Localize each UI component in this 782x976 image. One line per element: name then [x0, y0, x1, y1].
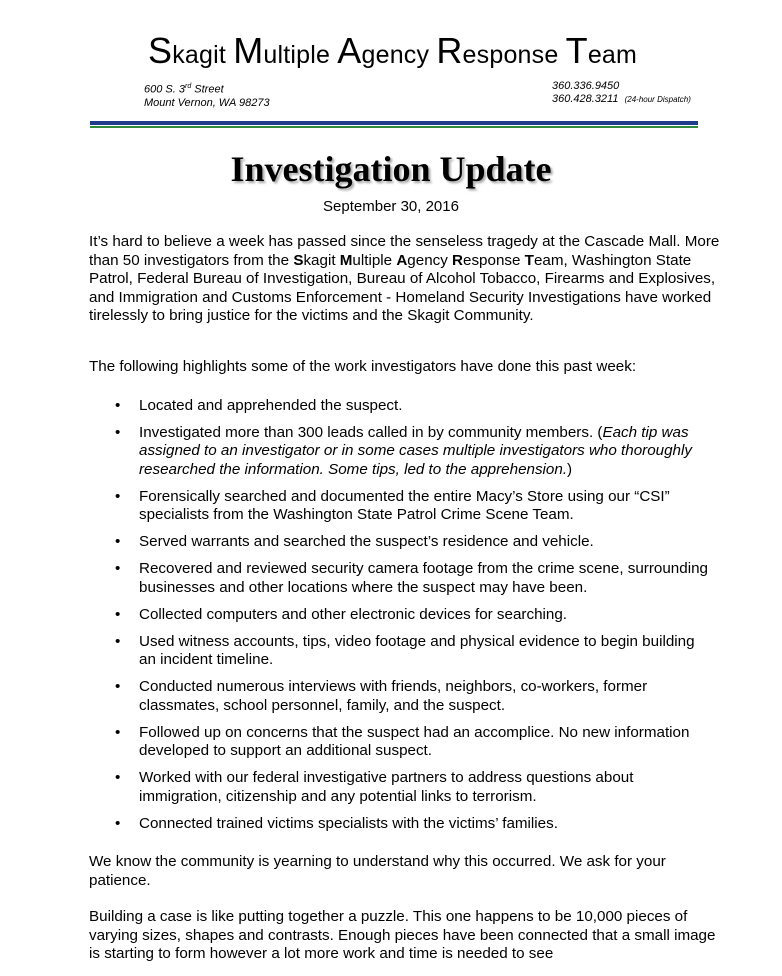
address-street-number: 600 S. 3 — [144, 83, 185, 96]
letterhead-rule-green — [90, 126, 698, 128]
document-date: September 30, 2016 — [323, 198, 459, 215]
title-initial: A — [337, 30, 362, 71]
title-word: kagit — [172, 41, 234, 69]
bullet-icon: • — [115, 533, 121, 550]
list-item — [89, 424, 709, 480]
list-item — [89, 724, 709, 761]
text-run: esponse — [463, 251, 525, 269]
letterhead-phones — [552, 80, 691, 106]
list-item-text: Followed up on concerns that the suspect had an accomplice. No new information developed to support an additional suspect. — [139, 723, 690, 759]
address-line-1 — [144, 80, 270, 97]
text-run: kagit — [303, 251, 340, 269]
list-item-text: Forensically searched and documented the entire Macy’s Store using our “CSI” specialists from the Washington State Patrol Crime Scene Team. — [139, 487, 670, 523]
bullet-icon: • — [115, 423, 121, 441]
title-initial: S — [148, 30, 173, 71]
puzzle-paragraph: Building a case is like putting together a puzzle. This one happens to be 10,000 pieces of varying sizes, shapes and contrasts. Enough pieces have been connected that a small image is starting to form however a lot more work and time is needed to see — [89, 908, 716, 962]
phone-dispatch-line — [552, 93, 691, 106]
phone-main: 360.336.9450 — [552, 80, 620, 92]
phone-dispatch-note: (24-hour Dispatch) — [624, 95, 691, 104]
bullet-icon: • — [115, 605, 121, 623]
list-item — [89, 769, 709, 806]
list-item — [89, 606, 709, 625]
bold-initial: M — [339, 251, 353, 269]
title-word: gency — [361, 41, 437, 69]
list-item — [89, 633, 709, 670]
bullet-icon: • — [115, 397, 121, 414]
title-initial: T — [565, 30, 588, 71]
address-line-2: Mount Vernon, WA 98273 — [144, 96, 270, 109]
letterhead-title — [148, 30, 668, 72]
address-street-name: Street — [191, 83, 224, 96]
bold-initial: A — [396, 251, 408, 269]
list-item-text: ) — [567, 460, 573, 478]
bullet-icon: • — [115, 487, 121, 505]
list-item-text: Used witness accounts, tips, video footage and physical evidence to begin building an incident timeline. — [139, 632, 695, 668]
text-run: eam, Washington State Patrol, Federal Bureau of Investigation, Bureau of Alcohol Tobacco, Firearms and Explosives, and Immigration and Customs Enforcement - Homeland Security Investigations have worked tirelessly to bring justice for the victims and the Skagit Community. — [89, 251, 716, 324]
list-item-text: Conducted numerous interviews with friends, neighbors, co-workers, former classmates, school personnel, family, and the suspect. — [139, 678, 648, 714]
title-initial: M — [233, 30, 264, 71]
list-item — [89, 560, 709, 597]
title-initial: R — [436, 30, 463, 71]
title-word: eam — [587, 41, 638, 69]
list-item-text: Served warrants and searched the suspect’s residence and vehicle. — [139, 533, 594, 550]
list-item-text: Connected trained victims specialists with the victims’ families. — [139, 814, 558, 832]
list-item-text: Located and apprehended the suspect. — [139, 397, 403, 414]
list-item-note: Each tip was assigned to an investigator or in some cases multiple investigators who thoroughly researched the information. Some tips, led to the apprehension. — [139, 423, 692, 478]
phone-dispatch: 360.428.3211 — [552, 93, 619, 105]
intro-paragraph — [89, 233, 729, 326]
list-item — [89, 533, 709, 552]
bullet-icon: • — [115, 678, 121, 695]
bullet-icon: • — [115, 723, 121, 741]
bold-initial: S — [293, 251, 304, 269]
highlights-intro: The following highlights some of the work investigators have done this past week: — [89, 358, 637, 375]
patience-paragraph: We know the community is yearning to understand why this occurred. We ask for your patience. — [89, 853, 666, 889]
document-title: Investigation Update — [230, 149, 552, 189]
list-item — [89, 678, 709, 715]
findings-list — [89, 397, 709, 833]
list-item — [89, 488, 709, 525]
title-word: ultiple — [263, 41, 338, 69]
text-run: ultiple — [352, 251, 397, 269]
list-item-text: Investigated more than 300 leads called in by community members. ( — [139, 423, 603, 441]
list-item-text: Recovered and reviewed security camera footage from the crime scene, surrounding businesses and other locations where the suspect may have been. — [139, 560, 708, 596]
list-item-text: Worked with our federal investigative partners to address questions about immigration, citizenship and any potential links to terrorism. — [139, 769, 634, 805]
bold-initial: R — [452, 251, 464, 269]
bullet-icon: • — [115, 560, 121, 577]
bullet-icon: • — [115, 769, 121, 786]
address-superscript: rd — [184, 83, 192, 90]
title-word: esponse — [462, 41, 566, 69]
list-item-text: Collected computers and other electronic devices for searching. — [139, 605, 568, 623]
list-item — [89, 815, 709, 834]
letterhead-rule-blue — [90, 121, 698, 125]
list-item — [89, 397, 709, 416]
bullet-icon: • — [115, 632, 121, 650]
bold-initial: T — [524, 251, 534, 269]
letterhead-address — [144, 80, 270, 110]
text-run: It’s hard to believe a week has passed since the senseless tragedy at the Cascade Mall. More than 50 investigators from the — [89, 233, 720, 269]
bullet-icon: • — [115, 814, 121, 832]
text-run: gency — [407, 251, 453, 269]
